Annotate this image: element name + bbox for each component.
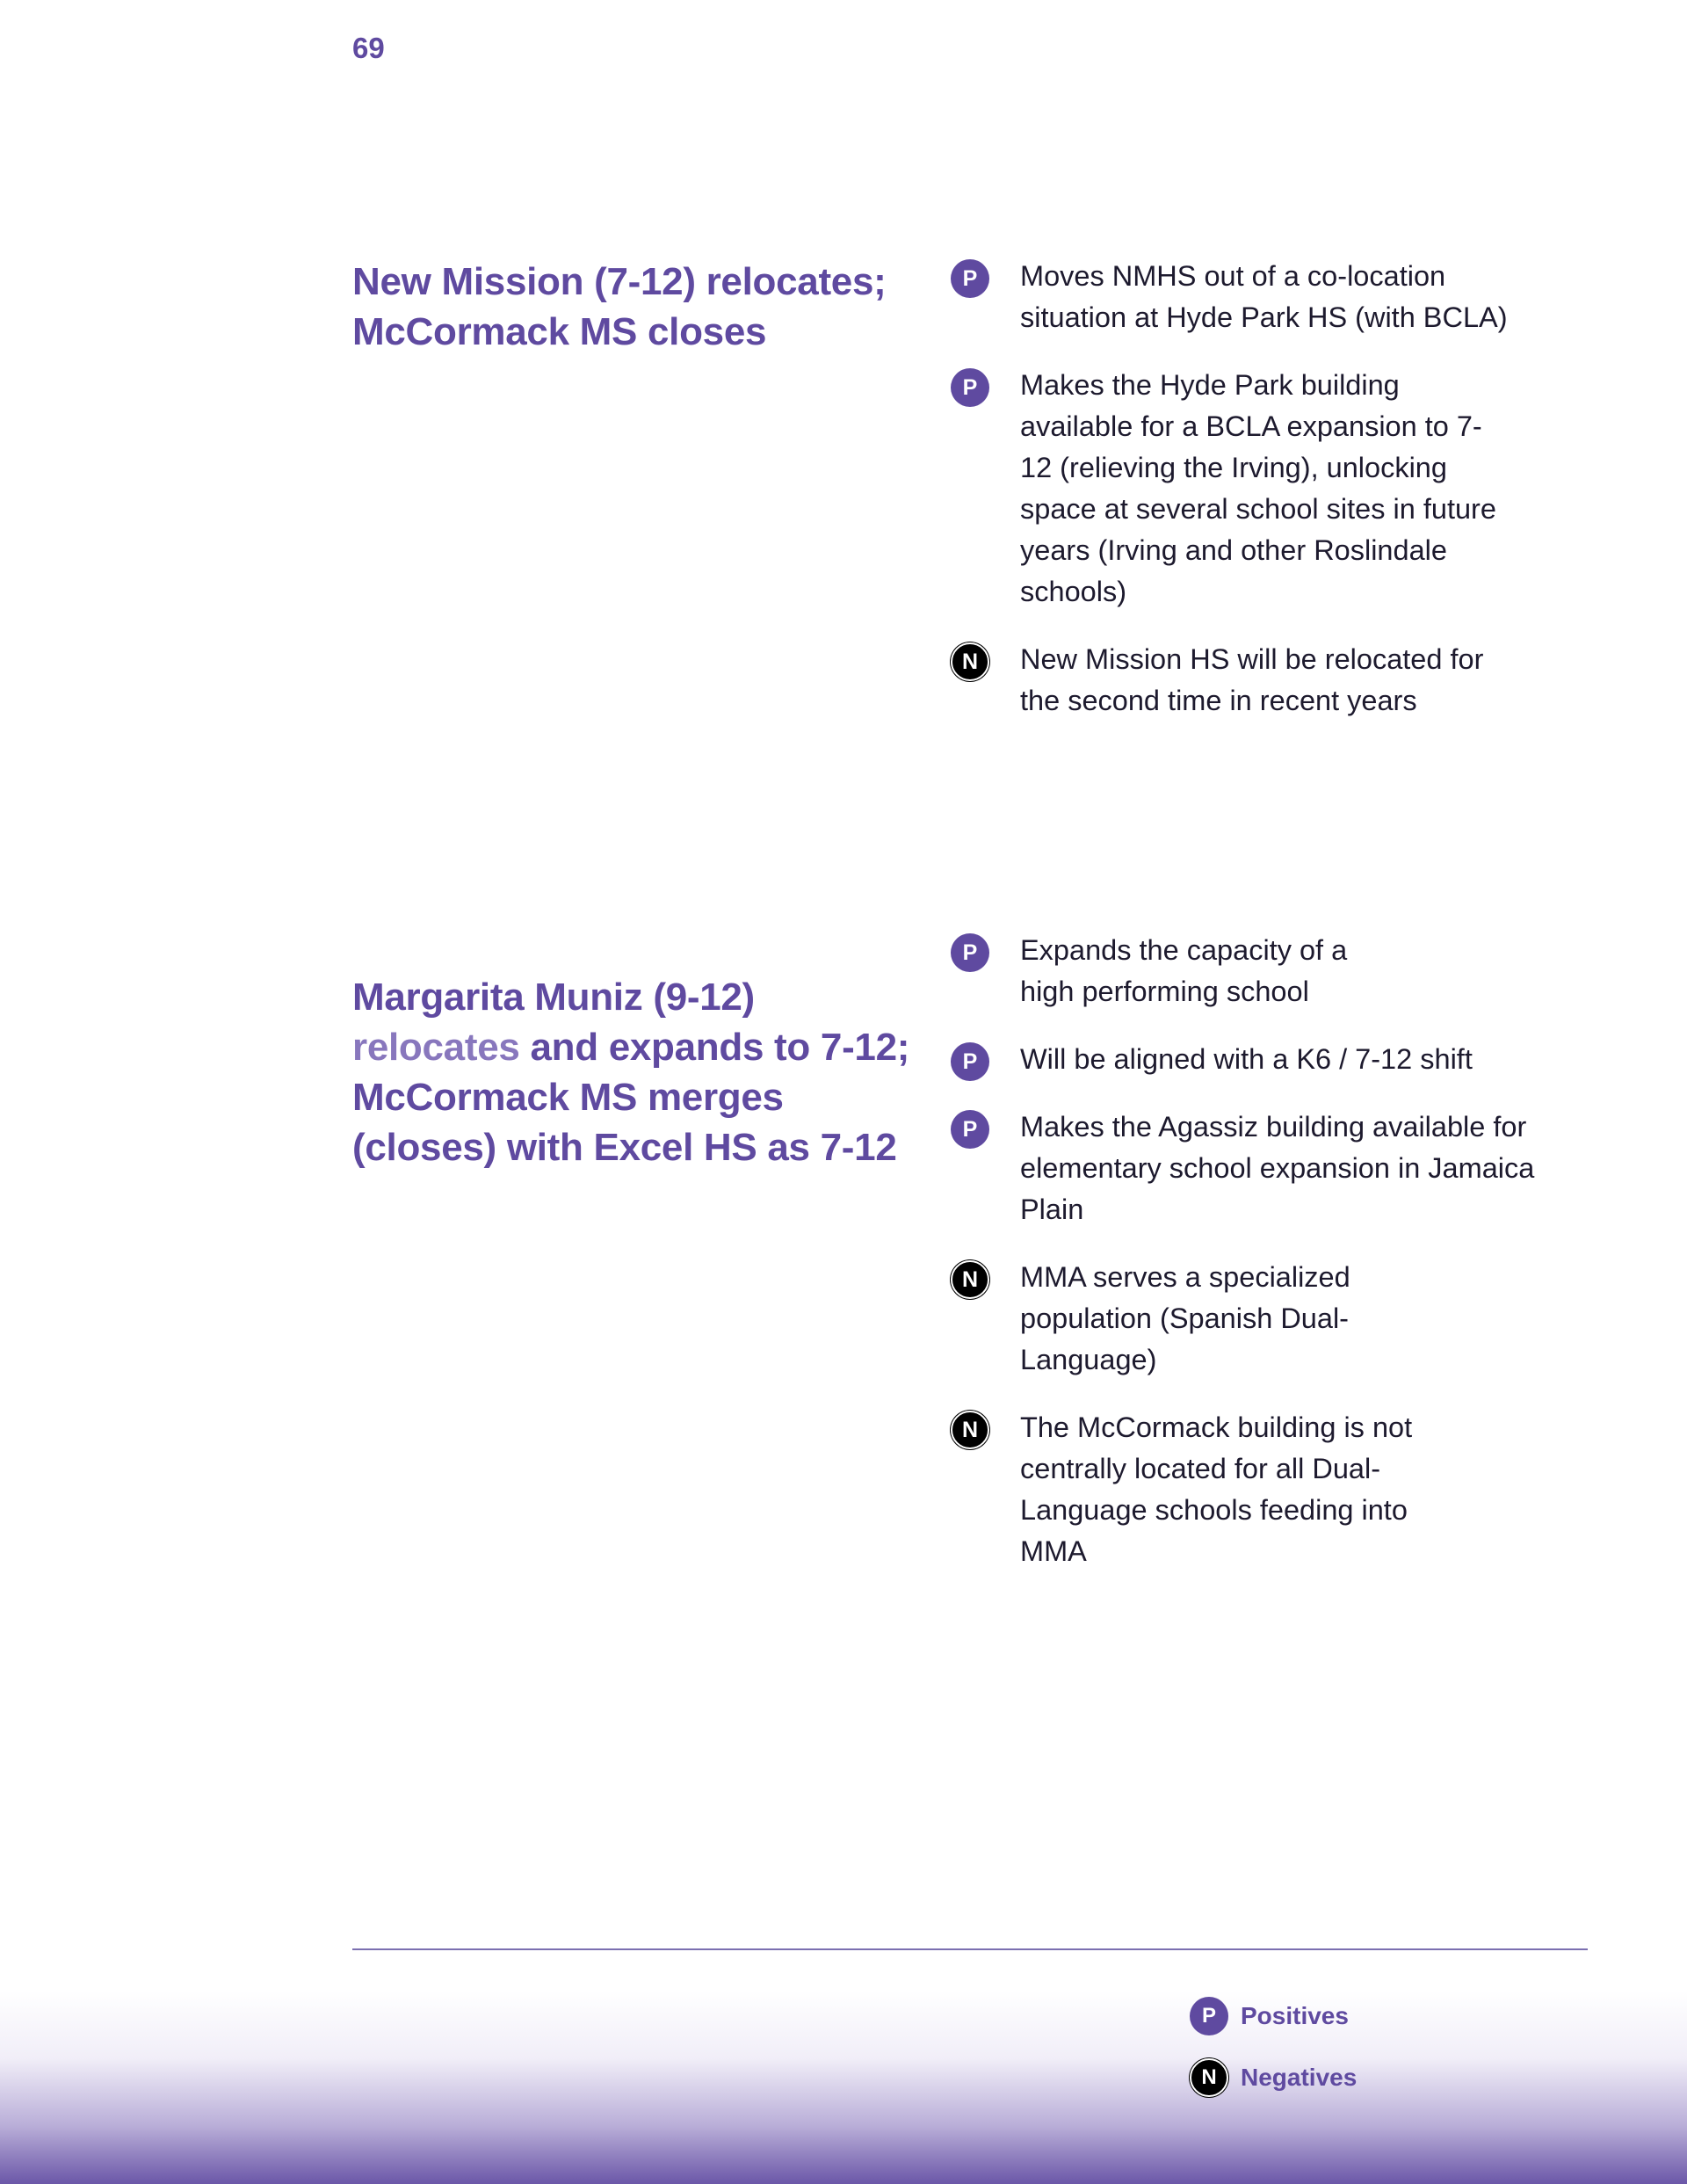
legend-label: Positives	[1241, 2002, 1349, 2029]
negative-badge-icon: N	[951, 642, 989, 681]
point-text: Makes the Hyde Park building available for a BCLA expansion to 7-12 (relieving the Irving), unlocking space at several school sites in future years (Irving and other Roslindale schools)	[1020, 369, 1496, 607]
negative-badge-icon: N	[951, 1411, 989, 1449]
legend-item-negatives	[1188, 2058, 1539, 2120]
legend-label: Negatives	[1241, 2064, 1358, 2091]
section-title-part: New Mission (7-12) relocates; McCormack MS closes	[352, 260, 887, 353]
section-title-part-highlight: relocates	[352, 1026, 520, 1069]
point-text: Expands the capacity of a high performing school	[1020, 934, 1348, 1007]
negative-badge-icon: N	[1190, 2058, 1228, 2097]
point-text: Moves NMHS out of a co-location situation at Hyde Park HS (with BCLA)	[1020, 260, 1508, 333]
negative-badge-icon: N	[951, 1260, 989, 1299]
point-list-new-mission	[949, 256, 1599, 722]
point-item	[949, 365, 1599, 613]
point-item	[949, 1107, 1599, 1230]
positive-badge-icon: P	[951, 933, 989, 972]
legend-item-positives	[1188, 1997, 1539, 2058]
section-title-new-mission	[352, 257, 932, 357]
section-title-margarita-muniz	[352, 972, 932, 1172]
point-item	[949, 1407, 1599, 1572]
point-item	[949, 1039, 1599, 1080]
point-text: MMA serves a specialized population (Spanish Dual-Language)	[1020, 1261, 1350, 1375]
point-text: The McCormack building is not centrally located for all Dual-Language schools feeding into MMA	[1020, 1411, 1413, 1567]
point-text: Makes the Agassiz building available for elementary school expansion in Jamaica Plain	[1020, 1111, 1535, 1225]
page-number: 69	[352, 32, 385, 64]
section-title-part: and expands to 7-12; McCormack MS merges (closes) with Excel HS as 7-12	[352, 1026, 910, 1169]
positive-badge-icon: P	[1190, 1997, 1228, 2035]
point-item	[949, 1257, 1599, 1381]
point-list-margarita-muniz	[949, 930, 1599, 1572]
point-text: New Mission HS will be relocated for the second time in recent years	[1020, 643, 1484, 716]
positive-badge-icon: P	[951, 1042, 989, 1081]
section-title-part: Margarita Muniz (9-12)	[352, 976, 755, 1019]
point-item	[949, 256, 1599, 338]
positive-badge-icon: P	[951, 259, 989, 298]
point-item	[949, 639, 1599, 722]
positive-badge-icon: P	[951, 368, 989, 407]
point-item	[949, 930, 1599, 1012]
footer-divider	[352, 1948, 1588, 1950]
point-text: Will be aligned with a K6 / 7-12 shift	[1020, 1043, 1473, 1075]
positive-badge-icon: P	[951, 1110, 989, 1149]
legend	[1188, 1997, 1539, 2120]
